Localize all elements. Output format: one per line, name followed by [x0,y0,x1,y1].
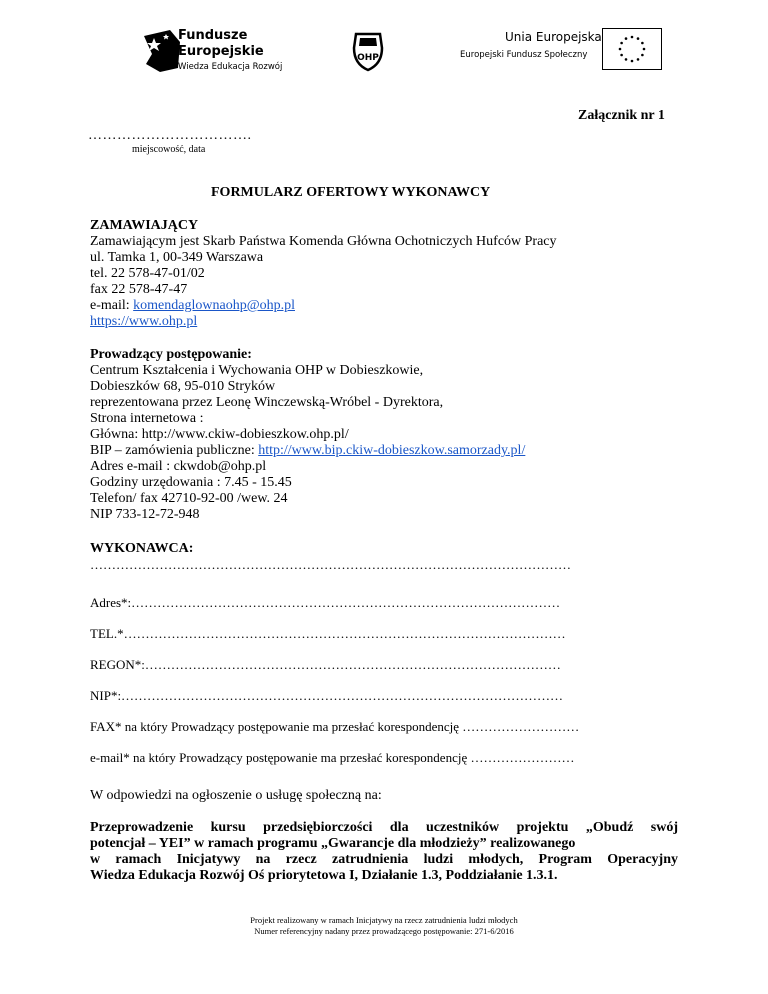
ohp-logo-text: OHP [357,53,379,63]
prowadzacy-line4: Strona internetowa : [90,411,204,426]
subject-line2: potencjał – YEI” w ramach programu „Gwarancje dla młodzieży” realizowanego [90,836,576,851]
wykonawca-name-field[interactable]: ………………………………………………………………………………………………… [90,557,571,572]
prowadzacy-line8: Godziny urzędowania : 7.45 - 15.45 [90,475,292,490]
wykonawca-tel-field[interactable]: TEL.*………………………………………………………………………………………… [90,626,566,641]
eu-star [620,42,623,45]
eu-star [641,54,644,57]
prowadzacy-line2: Dobieszków 68, 95-010 Stryków [90,379,276,394]
eu-star [631,60,634,63]
zamawiajacy-website-row [90,314,197,330]
eu-star [625,37,628,40]
prowadzacy-heading: Prowadzący postępowanie: [90,347,252,362]
zamawiajacy-line1: Zamawiającym jest Skarb Państwa Komenda Główna Ochotniczych Hufców Pracy [90,234,557,249]
wykonawca-email-field[interactable]: e-mail* na który Prowadzący postępowanie ma przesłać korespondencję …………………… [90,750,575,765]
zamawiajacy-heading: ZAMAWIAJĄCY [90,218,199,233]
place-date-label: miejscowość, data [132,144,206,155]
eu-star [620,54,623,57]
place-date-line: ……………………………. [88,128,252,143]
eu-star [637,37,640,40]
prowadzacy-line9: Telefon/ fax 42710-92-00 /wew. 24 [90,491,288,506]
fe-logo-line2: Europejskie [178,44,264,59]
wykonawca-regon-field[interactable]: REGON*:…………………………………………………………………………………… [90,657,561,672]
wykonawca-nip-field[interactable]: NIP*:………………………………………………………………………………………… [90,688,564,703]
attachment-label: Załącznik nr 1 [578,108,665,123]
subject-line1: Przeprowadzenie kursu przedsiębiorczości dla uczestników projektu „Obudź swój [90,820,678,835]
subject-line4: Wiedza Edukacja Rozwój Oś priorytetowa I, Działanie 1.3, Poddziałanie 1.3.1. [90,868,558,883]
eu-star [625,58,628,61]
footer-line1: Projekt realizowany w ramach Inicjatywy na rzecz zatrudnienia ludzi młodych [250,915,518,925]
prowadzacy-line5: Główna: http://www.ckiw-dobieszkow.ohp.pl/ [90,427,349,442]
prowadzacy-line3: reprezentowana przez Leonę Winczewską-Wróbel - Dyrektora, [90,395,444,410]
wykonawca-address-field[interactable]: Adres*:……………………………………………………………………………………… [90,595,561,610]
bip-link[interactable]: http://www.bip.ckiw-dobieszkow.samorzady.pl/ [258,443,526,458]
zamawiajacy-line2: ul. Tamka 1, 00-349 Warszawa [90,250,264,265]
email-link[interactable]: komendaglownaohp@ohp.pl [133,298,295,313]
prowadzacy-line1: Centrum Kształcenia i Wychowania OHP w Dobieszkowie, [90,363,424,378]
eu-star [643,48,646,51]
wykonawca-heading: WYKONAWCA: [90,541,194,556]
email-prefix: e-mail: [90,298,134,313]
prowadzacy-line10: NIP 733-12-72-948 [90,507,200,522]
wykonawca-fax-field[interactable]: FAX* na który Prowadzący postępowanie ma przesłać korespondencję ……………………… [90,719,580,734]
ohp-logo [350,28,386,72]
ue-logo-line1: Unia Europejska [505,30,602,44]
prowadzacy-bip-row [90,443,525,459]
footer-line2: Numer referencyjny nadany przez prowadzącego postępowanie: 271-6/2016 [254,926,514,936]
eu-star [641,42,644,45]
response-intro: W odpowiedzi na ogłoszenie o usługę społeczną na: [90,788,382,803]
fe-logo-line3: Wiedza Edukacja Rozwój [178,62,283,72]
bip-prefix: BIP – zamówienia publiczne: [90,443,259,458]
zamawiajacy-line4: fax 22 578-47-47 [90,282,188,297]
form-title: FORMULARZ OFERTOWY WYKONAWCY [211,185,491,200]
eu-star [637,58,640,61]
ue-logo-line2: Europejski Fundusz Społeczny [460,50,588,60]
subject-line3: w ramach Inicjatywy na rzecz zatrudnienia ludzi młodych, Program Operacyjny [90,852,678,867]
eu-star [619,48,622,51]
fe-logo-line1: Fundusze [178,28,248,43]
zamawiajacy-line3: tel. 22 578-47-01/02 [90,266,205,281]
logo-bar [0,22,768,92]
zamawiajacy-email-row [90,298,295,314]
prowadzacy-line7: Adres e-mail : ckwdob@ohp.pl [90,459,267,474]
eu-star [631,36,634,39]
website-link[interactable]: https://www.ohp.pl [90,314,198,329]
eu-flag-icon [602,28,662,70]
